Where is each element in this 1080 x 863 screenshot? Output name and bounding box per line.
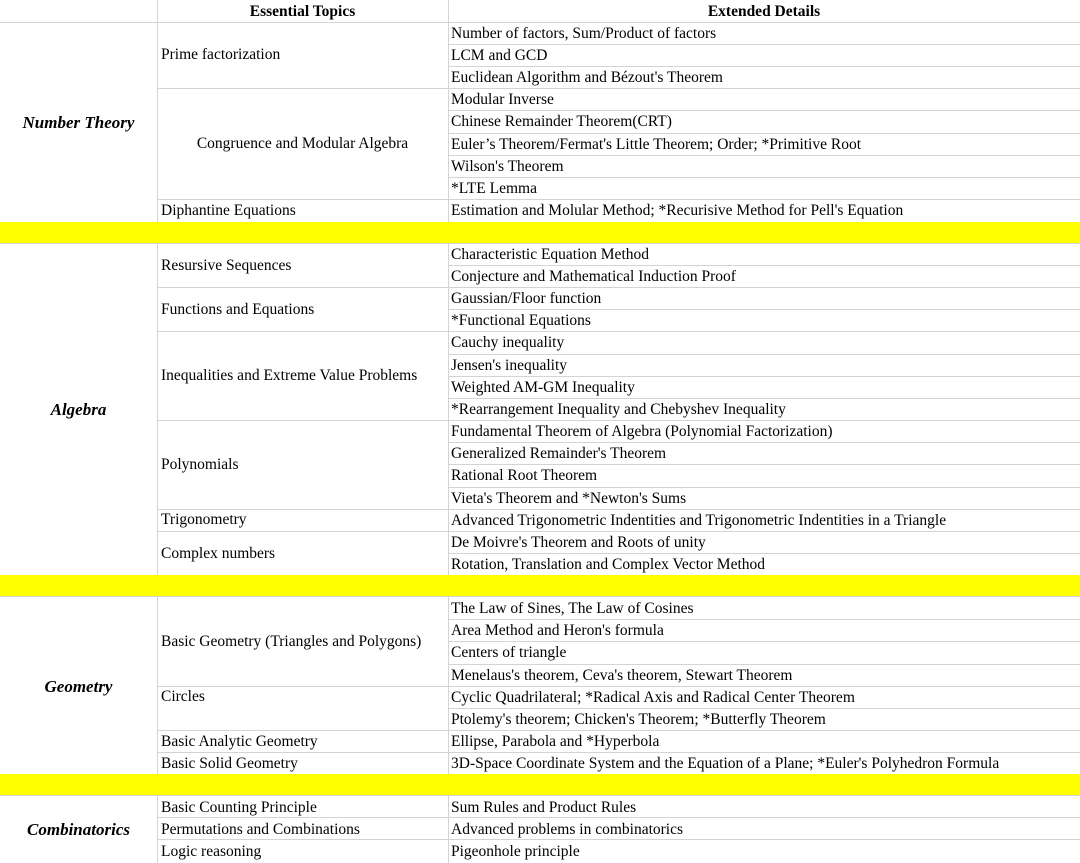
topic-cell: Prime factorization — [161, 46, 281, 63]
detail-cell: Vieta's Theorem and *Newton's Sums — [451, 490, 687, 507]
detail-cell: The Law of Sines, The Law of Cosines — [451, 600, 694, 617]
detail-cell: Rotation, Translation and Complex Vector Method — [451, 556, 766, 573]
row-divider — [0, 596, 1080, 597]
separator-band — [0, 774, 1080, 795]
column-header-details: Extended Details — [707, 3, 821, 20]
column-divider — [448, 0, 449, 222]
detail-cell: Euclidean Algorithm and Bézout's Theorem — [451, 69, 723, 86]
detail-cell: Estimation and Molular Method; *Recurisive Method for Pell's Equation — [451, 202, 904, 219]
detail-cell: Area Method and Heron's formula — [451, 622, 664, 639]
detail-cell: Advanced Trigonometric Indentities and Trigonometric Indentities in a Triangle — [451, 512, 947, 529]
detail-cell: Weighted AM-GM Inequality — [451, 379, 635, 396]
column-divider — [448, 795, 449, 863]
topic-cell: Complex numbers — [161, 545, 276, 562]
detail-cell: LCM and GCD — [451, 47, 548, 64]
detail-cell: Pigeonhole principle — [451, 843, 580, 860]
detail-cell: De Moivre's Theorem and Roots of unity — [451, 534, 706, 551]
category-label: Number Theory — [22, 113, 135, 132]
detail-cell: Ptolemy's theorem; Chicken's Theorem; *Butterfly Theorem — [451, 711, 826, 728]
detail-cell: Ellipse, Parabola and *Hyperbola — [451, 733, 660, 750]
category-label: Combinatorics — [27, 820, 130, 839]
topic-cell: Logic reasoning — [161, 843, 262, 860]
detail-cell: Modular Inverse — [451, 91, 554, 108]
detail-cell: Number of factors, Sum/Product of factors — [451, 25, 717, 42]
detail-cell: Jensen's inequality — [451, 357, 568, 374]
topic-cell: Inequalities and Extreme Value Problems — [161, 367, 418, 384]
detail-cell: Chinese Remainder Theorem(CRT) — [451, 113, 672, 130]
topic-cell: Resursive Sequences — [161, 257, 292, 274]
detail-cell: Wilson's Theorem — [451, 158, 564, 175]
topic-cell: Diphantine Equations — [161, 202, 296, 219]
detail-cell: *LTE Lemma — [451, 180, 537, 197]
detail-cell: Advanced problems in combinatorics — [451, 821, 684, 838]
topic-cell: Basic Solid Geometry — [161, 755, 298, 772]
topic-cell: Functions and Equations — [161, 301, 315, 318]
detail-cell: Cyclic Quadrilateral; *Radical Axis and Radical Center Theorem — [451, 689, 855, 706]
row-divider — [0, 795, 1080, 796]
separator-band — [0, 222, 1080, 243]
detail-cell: Generalized Remainder's Theorem — [451, 445, 667, 462]
separator-band — [0, 575, 1080, 596]
topic-cell: Trigonometry — [161, 511, 247, 528]
detail-cell: Rational Root Theorem — [451, 467, 598, 484]
column-divider — [157, 596, 158, 774]
column-divider — [157, 0, 158, 222]
topic-cell: Basic Analytic Geometry — [161, 733, 318, 750]
detail-cell: Cauchy inequality — [451, 334, 565, 351]
detail-cell: Fundamental Theorem of Algebra (Polynomial Factorization) — [451, 423, 833, 440]
detail-cell: Centers of triangle — [451, 644, 567, 661]
detail-cell: Characteristic Equation Method — [451, 246, 649, 263]
column-divider — [157, 243, 158, 575]
column-divider — [157, 795, 158, 863]
detail-cell: *Rearrangement Inequality and Chebyshev Inequality — [451, 401, 786, 418]
topic-cell: Circles — [161, 688, 205, 705]
detail-cell: *Functional Equations — [451, 312, 591, 329]
category-label: Geometry — [44, 677, 113, 696]
detail-cell: Euler’s Theorem/Fermat's Little Theorem; Order; *Primitive Root — [451, 136, 862, 153]
column-divider — [448, 243, 449, 575]
topic-cell: Congruence and Modular Algebra — [196, 135, 409, 152]
category-label: Algebra — [50, 400, 107, 419]
topic-cell: Permutations and Combinations — [161, 821, 360, 838]
detail-cell: Gaussian/Floor function — [451, 290, 602, 307]
topic-cell: Polynomials — [161, 456, 239, 473]
column-header-topics: Essential Topics — [249, 3, 356, 20]
topic-cell: Basic Geometry (Triangles and Polygons) — [161, 633, 422, 650]
column-divider — [448, 596, 449, 774]
row-divider — [157, 331, 1080, 332]
detail-cell: Conjecture and Mathematical Induction Proof — [451, 268, 736, 285]
detail-cell: Sum Rules and Product Rules — [451, 799, 637, 816]
topic-cell: Basic Counting Principle — [161, 799, 317, 816]
detail-cell: Menelaus's theorem, Ceva's theorem, Stewart Theorem — [451, 667, 793, 684]
detail-cell: 3D-Space Coordinate System and the Equation of a Plane; *Euler's Polyhedron Formula — [451, 755, 1000, 772]
